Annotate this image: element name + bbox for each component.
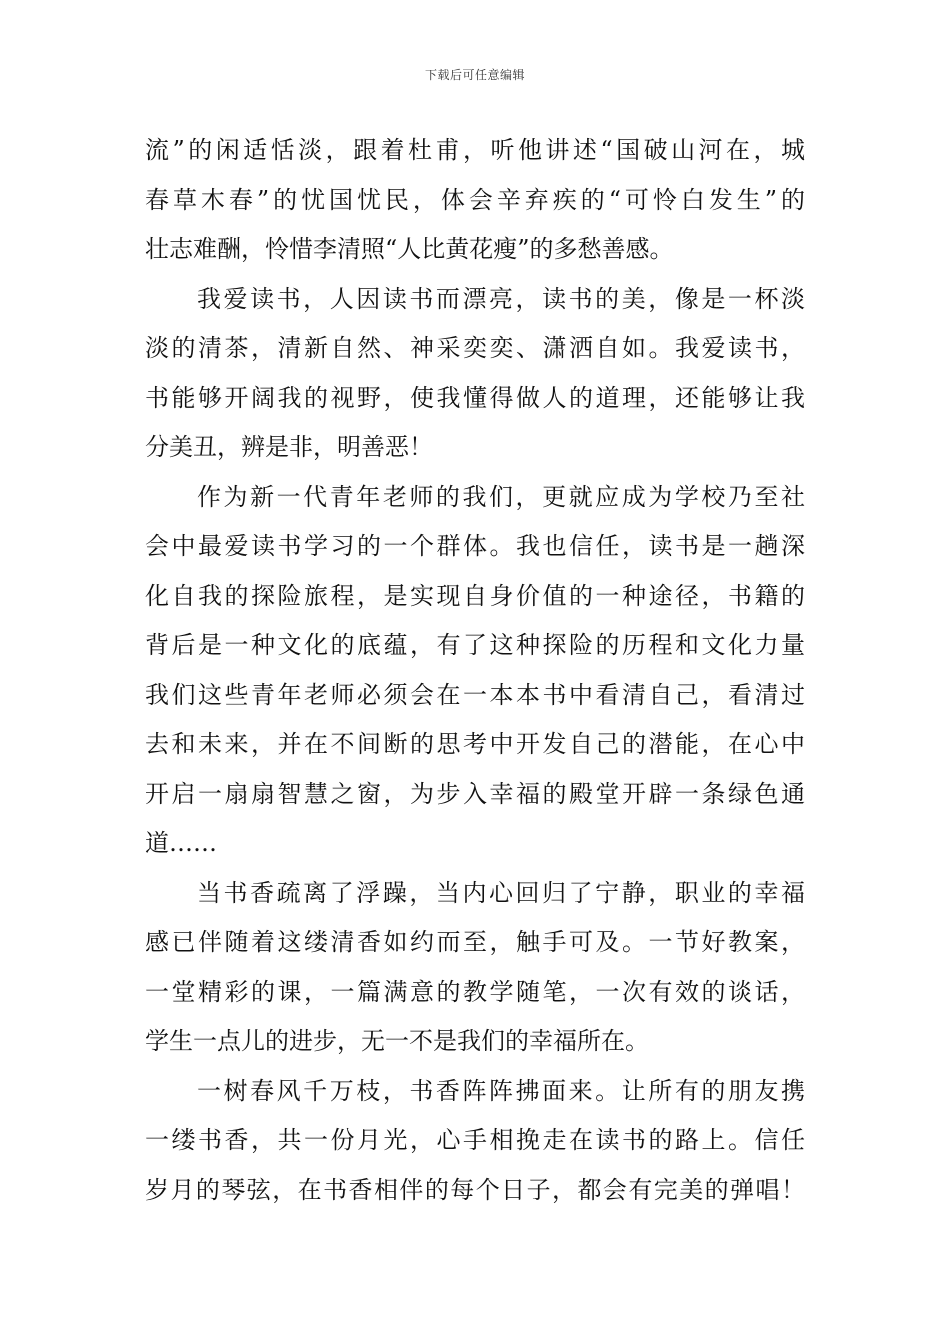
text-line: 学生一点儿的进步，无一不是我们的幸福所在。	[145, 1027, 649, 1055]
text-line: 作为新一代青年老师的我们，更就应成为学校乃至社	[197, 482, 805, 511]
text-line: 书能够开阔我的视野，使我懂得做人的道理，还能够让我	[145, 383, 805, 412]
text-line: 分美丑，辨是非，明善恶！	[145, 433, 433, 461]
body-text	[145, 126, 805, 1215]
text-line: 壮志难酬，怜惜李清照“人比黄花瘦”的多愁善感。	[145, 235, 674, 263]
text-line: 感已伴随着这缕清香如约而至，触手可及。一节好教案，	[145, 928, 805, 956]
text-line: 我爱读书，人因读书而漂亮，读书的美，像是一杯淡	[197, 284, 805, 313]
page-header: 下载后可任意编辑	[424, 68, 525, 82]
text-line: 开启一扇扇智慧之窗，为步入幸福的殿堂开辟一条绿色通	[145, 779, 805, 808]
text-line: 淡的清茶，清新自然、神采奕奕、潇洒自如。我爱读书，	[145, 334, 805, 362]
text-line: 流”的闲适恬淡，跟着杜甫，听他讲述“国破山河在，城	[145, 136, 805, 164]
text-line: 化自我的探险旅程，是实现自身价值的一种途径，书籍的	[145, 581, 805, 610]
text-line: 道……	[145, 829, 217, 857]
text-line: 一树春风千万枝，书香阵阵拂面来。让所有的朋友携	[197, 1076, 805, 1105]
text-line: 岁月的琴弦，在书香相伴的每个日子，都会有完美的弹唱！	[145, 1175, 805, 1204]
text-line: 一堂精彩的课，一篇满意的教学随笔，一次有效的谈话，	[145, 977, 805, 1006]
text-line: 会中最爱读书学习的一个群体。我也信任，读书是一趟深	[145, 532, 805, 560]
text-line: 当书香疏离了浮躁，当内心回归了宁静，职业的幸福	[197, 878, 805, 907]
text-line: 我们这些青年老师必须会在一本本书中看清自己，看清过	[145, 680, 805, 709]
text-line: 去和未来，并在不间断的思考中开发自己的潜能，在心中	[145, 730, 805, 758]
text-line: 一缕书香，共一份月光，心手相挽走在读书的路上。信任	[145, 1126, 805, 1154]
text-line: 背后是一种文化的底蕴，有了这种探险的历程和文化力量	[145, 631, 805, 659]
text-line: 春草木春”的忧国忧民，体会辛弃疾的“可怜白发生”的	[145, 185, 805, 214]
